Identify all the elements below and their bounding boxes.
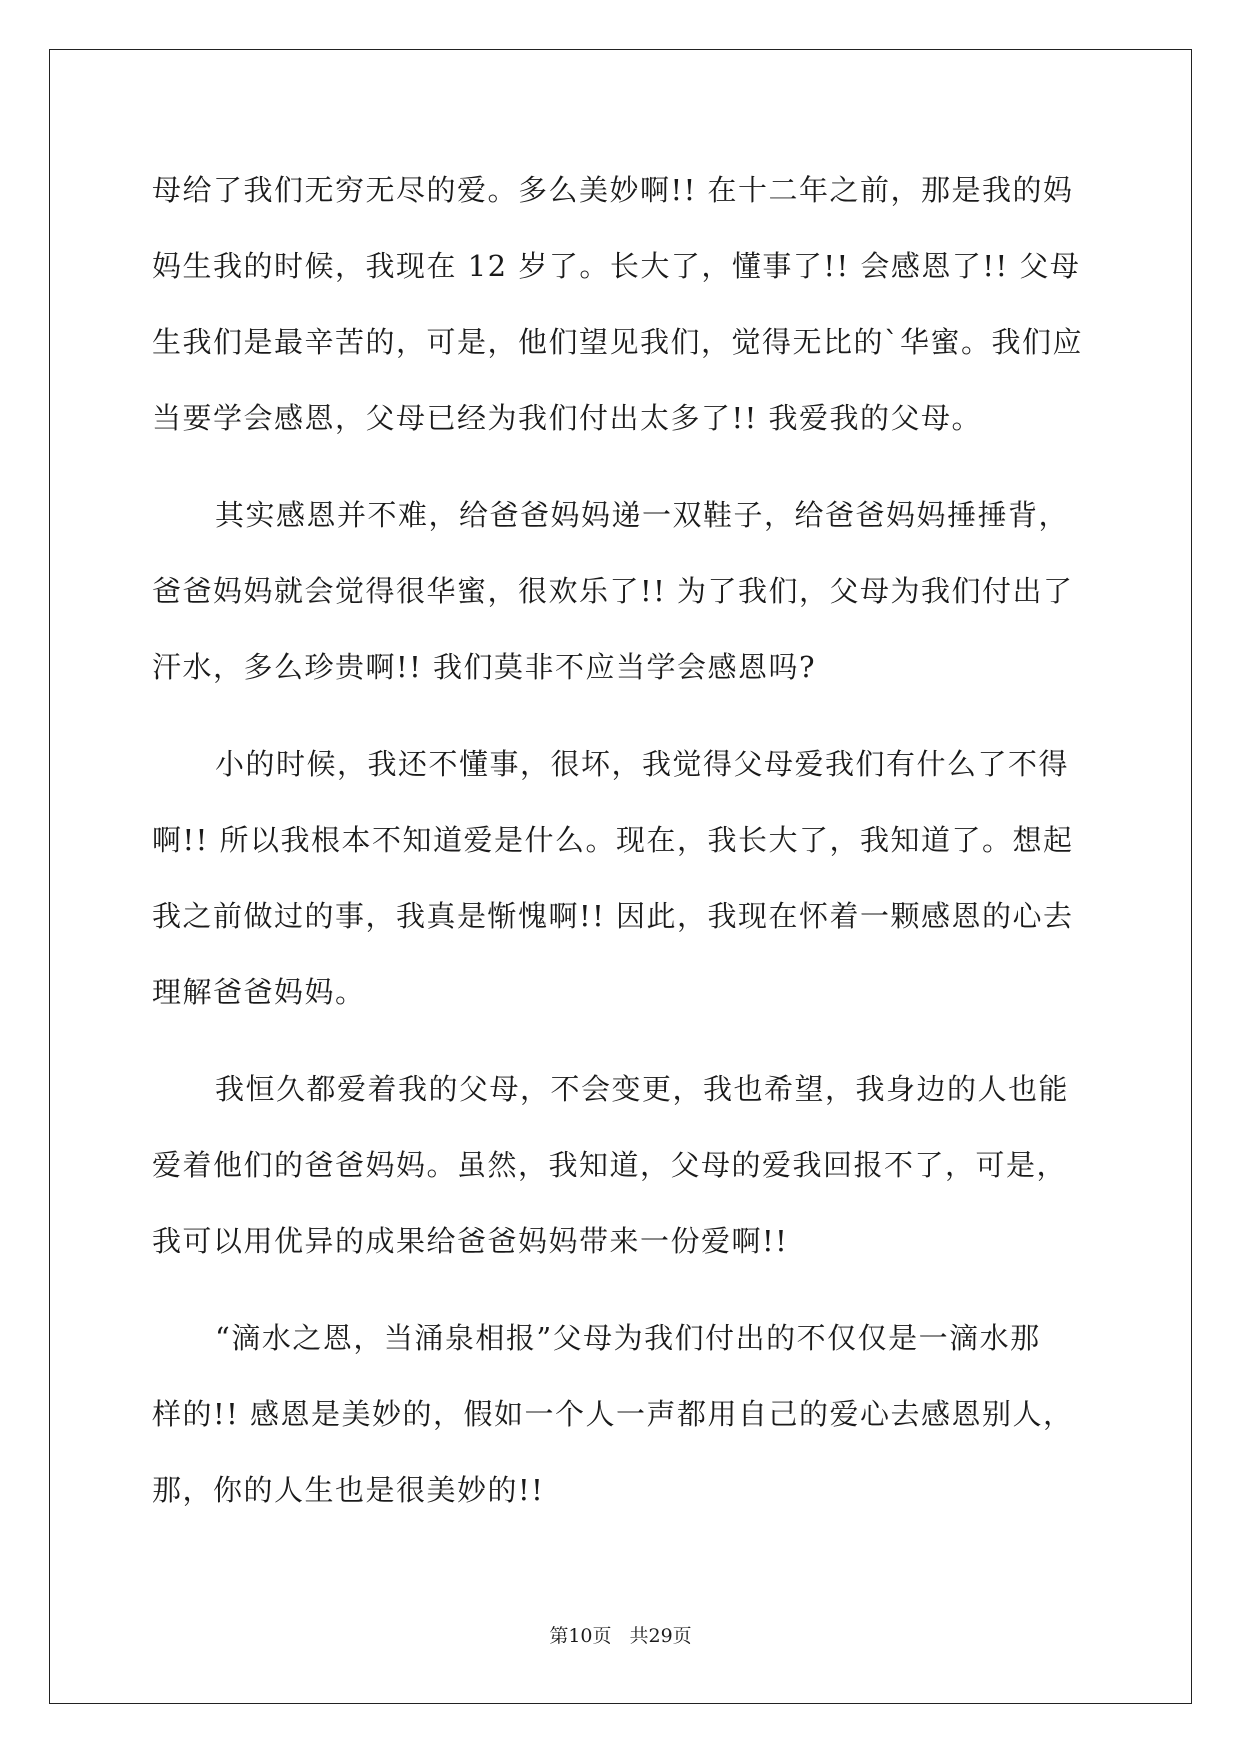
text-line: 理解爸爸妈妈。 [152,975,366,1009]
paragraph-first-line: 我恒久都爱着我的父母，不会变更，我也希望，我身边的人也能 [215,1072,1070,1106]
text-line: 汗水，多么珍贵啊!! 我们莫非不应当学会感恩吗? [152,650,817,684]
text-line: 我可以用优异的成果给爸爸妈妈带来一份爱啊!! [152,1224,789,1258]
text-line: 爱着他们的爸爸妈妈。虽然，我知道，父母的爱我回报不了，可是， [152,1148,1068,1182]
page-border [49,49,1192,1704]
text-line: 那，你的人生也是很美妙的!! [152,1473,545,1507]
paragraph-first-line: 其实感恩并不难，给爸爸妈妈递一双鞋子，给爸爸妈妈捶捶背， [215,498,1070,532]
text-line: 我之前做过的事，我真是惭愧啊!! 因此，我现在怀着一颗感恩的心去 [152,899,1074,933]
page-number-total: 共29页 [629,1625,692,1647]
page-number-current: 第10页 [549,1625,612,1647]
text-line: 妈生我的时候，我现在 12 岁了。长大了，懂事了!! 会感恩了!! 父母 [152,249,1081,283]
text-line: 当要学会感恩，父母已经为我们付出太多了!! 我爱我的父母。 [152,401,983,435]
text-line: 啊!! 所以我根本不知道爱是什么。现在，我长大了，我知道了。想起 [152,823,1074,857]
paragraph-first-line: “滴水之恩，当涌泉相报”父母为我们付出的不仅仅是一滴水那 [215,1321,1041,1355]
text-line: 样的!! 感恩是美妙的，假如一个人一声都用自己的爱心去感恩别人， [152,1397,1074,1431]
paragraph-first-line: 小的时候，我还不懂事，很坏，我觉得父母爱我们有什么了不得 [215,747,1070,781]
text-line: 母给了我们无穷无尽的爱。多么美妙啊!! 在十二年之前，那是我的妈 [152,173,1074,207]
page-footer [0,1624,1241,1648]
text-line: 爸爸妈妈就会觉得很华蜜，很欢乐了!! 为了我们，父母为我们付出了 [152,574,1074,608]
text-line: 生我们是最辛苦的，可是，他们望见我们，觉得无比的`华蜜。我们应 [152,325,1084,359]
